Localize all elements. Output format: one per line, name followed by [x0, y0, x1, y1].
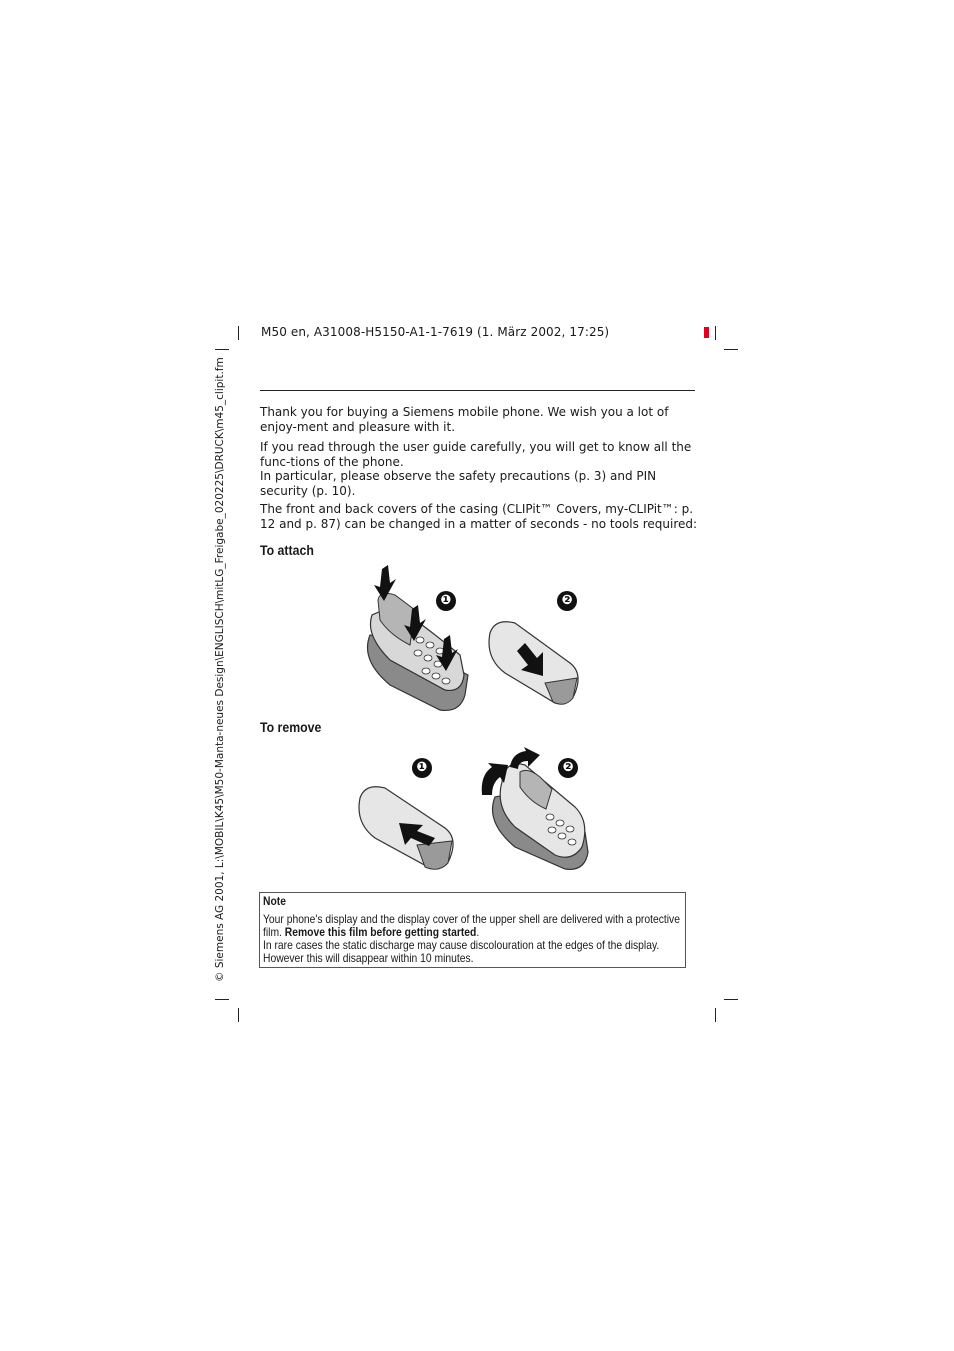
file-info-header: M50 en, A31008-H5150-A1-1-7619 (1. März 2002, 17:25) — [261, 325, 610, 339]
red-tab-marker — [704, 327, 709, 338]
attach-step-1-marker: ❶ — [436, 591, 456, 611]
remove-illustration-cover — [355, 783, 460, 873]
crop-mark — [715, 1008, 716, 1022]
note-line-2: In rare cases the static discharge may cause discolouration at the edges of the display. — [263, 938, 660, 952]
remove-step-2-marker: ❷ — [558, 758, 578, 778]
crop-mark — [238, 1008, 239, 1022]
crop-mark — [238, 326, 239, 340]
attach-illustration-cover — [485, 618, 585, 708]
note-line-1: Your phone's display and the display cover of the upper shell are delivered with a protective film. Remove this film before getting started. — [263, 912, 680, 939]
crop-mark — [715, 326, 716, 340]
note-emphasis: Remove this film before getting started — [284, 925, 477, 939]
attach-illustration-phone — [360, 565, 480, 715]
note-title: Note — [263, 894, 286, 908]
remove-heading: To remove — [260, 719, 322, 735]
header-rule — [260, 390, 695, 391]
intro-paragraph-2: If you read through the user guide carefully, you will get to know all the func-tions of the phone. In particular, please observe the safety precautions (p. 3) and PIN security (p. 10). — [260, 440, 692, 498]
note-line-3: However this will disappear within 10 minutes. — [263, 951, 474, 965]
crop-mark — [724, 349, 738, 350]
attach-step-2-marker: ❷ — [557, 591, 577, 611]
crop-mark — [215, 999, 229, 1000]
intro-paragraph-1: Thank you for buying a Siemens mobile phone. We wish you a lot of enjoy-ment and pleasure with it. — [260, 405, 669, 434]
intro-paragraph-3: The front and back covers of the casing (CLIPit™ Covers, my-CLIPit™: p. 12 and p. 87) can be changed in a matter of seconds - no tools required: — [260, 502, 698, 531]
remove-step-1-marker: ❶ — [412, 758, 432, 778]
side-file-path: © Siemens AG 2001, L:\MOBIL\K45\M50-Manta-neues Design\ENGLISCH\mitLG_Freigabe_020225\DRUCK\m45_clipit.fm — [214, 357, 226, 982]
crop-mark — [724, 999, 738, 1000]
attach-heading: To attach — [260, 542, 314, 558]
crop-mark — [215, 349, 229, 350]
note-box — [259, 892, 686, 968]
